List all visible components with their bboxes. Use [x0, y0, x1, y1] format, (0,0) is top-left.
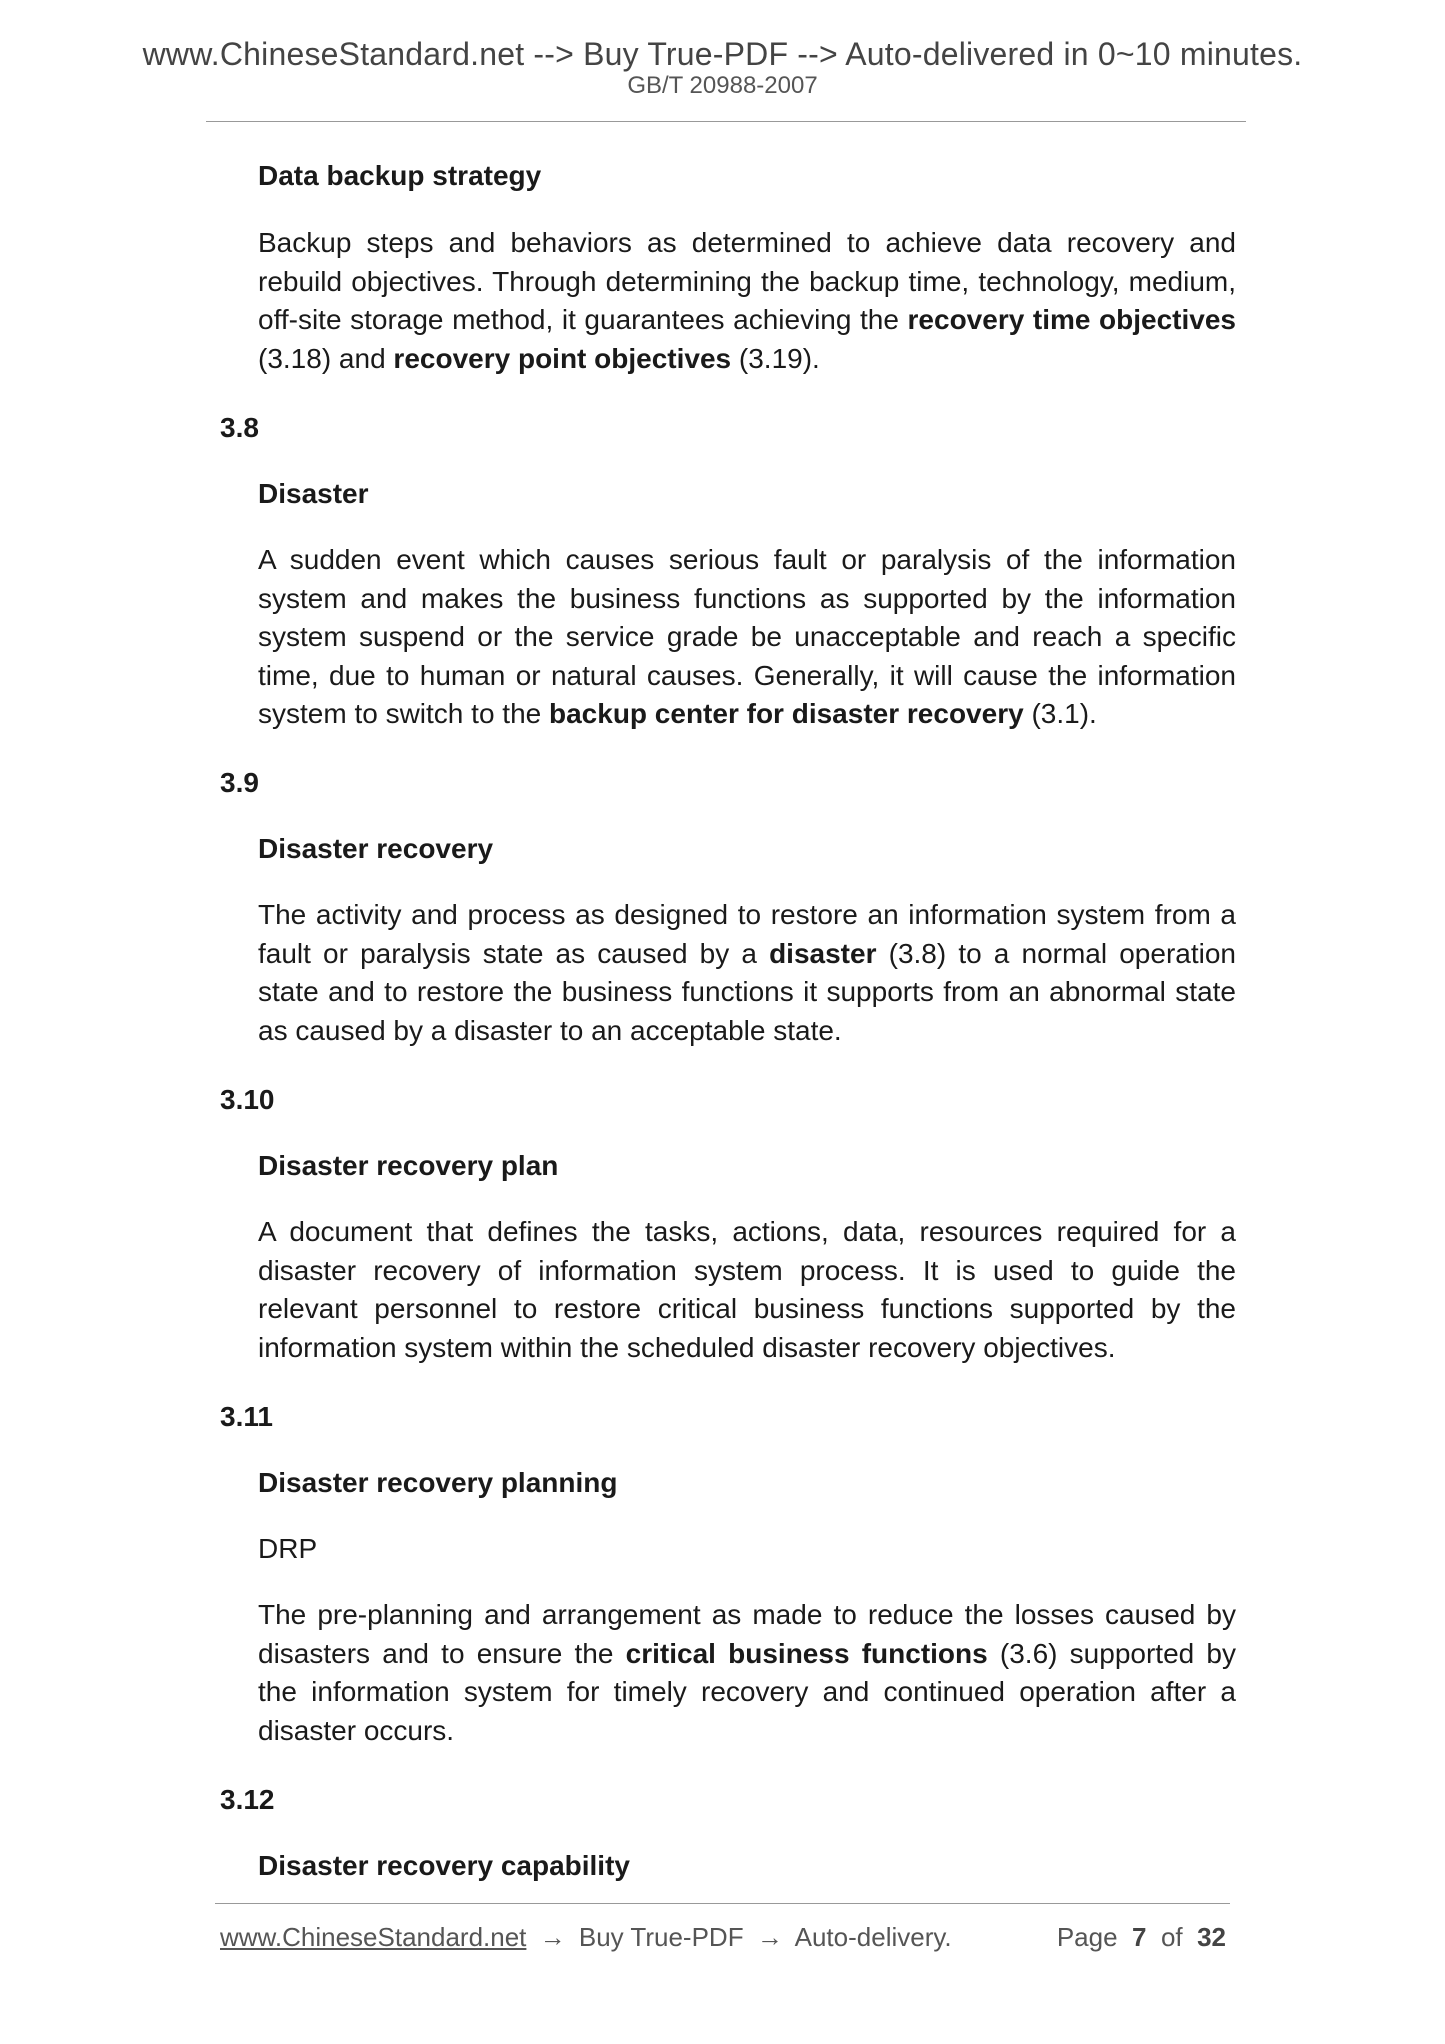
term-number: 3.12 — [220, 1784, 275, 1815]
total-pages: 32 — [1197, 1922, 1226, 1952]
term-number: 3.11 — [220, 1401, 273, 1432]
site-banner: www.ChineseStandard.net --> Buy True-PDF --> Auto-delivered in 0~10 minutes. — [142, 36, 1303, 72]
arrow-right-icon: → — [539, 1922, 566, 1952]
term-title: Disaster recovery capability — [258, 1850, 630, 1881]
term-title: Disaster recovery — [258, 833, 494, 864]
page-label: Page — [1056, 1922, 1118, 1952]
term-title: Disaster recovery planning — [258, 1467, 618, 1498]
page-footer — [220, 1924, 1226, 1950]
term-number: 3.10 — [220, 1084, 275, 1115]
footer-divider — [215, 1903, 1230, 1904]
term-title: Disaster recovery plan — [258, 1150, 559, 1181]
term-number: 3.8 — [220, 412, 259, 443]
term-definition: The activity and process as designed to restore an information system from a fault or paralysis state as caused by a disaster (3.8) to a normal operation state and to restore the business functions it supports from an abnormal state as caused by a disaster to an acceptable state. — [258, 899, 1236, 1046]
term-title: Data backup strategy — [258, 160, 542, 191]
page-indicator — [1057, 1924, 1226, 1950]
term-definition: A document that defines the tasks, actions, data, resources required for a disaster recovery of information system process. It is used to guide the relevant personnel to restore critical business functions supported by the information system within the scheduled disaster recovery objectives. — [258, 1216, 1236, 1363]
term-definition: A sudden event which causes serious fault or paralysis of the information system and makes the business functions as supported by the information system suspend or the service grade be unacceptable and reach a specific time, due to human or natural causes. Generally, it will cause the information system to switch to the backup center for disaster recovery (3.1). — [258, 544, 1236, 729]
term-definition: The pre-planning and arrangement as made to reduce the losses caused by disasters and to ensure the critical business functions (3.6) supported by the information system for timely recovery and continued operation after a disaster occurs. — [258, 1599, 1236, 1746]
header-divider — [206, 121, 1246, 122]
arrow-right-icon: → — [756, 1922, 783, 1952]
term-abbreviation: DRP — [258, 1533, 318, 1564]
footer-delivery-text: Auto-delivery. — [794, 1922, 952, 1952]
footer-buy-text: Buy True-PDF — [578, 1922, 744, 1952]
page-number: 7 — [1132, 1922, 1147, 1952]
standard-code: GB/T 20988-2007 — [627, 72, 818, 99]
term-number: 3.9 — [220, 767, 259, 798]
of-label: of — [1160, 1922, 1183, 1952]
term-title: Disaster — [258, 478, 369, 509]
term-definition: Backup steps and behaviors as determined to achieve data recovery and rebuild objectives. Through determining the backup time, technology, medium, off-site storage method, it guarantees achieving the recovery time objectives (3.18) and recovery point objectives (3.19). — [258, 227, 1236, 374]
footer-site-link[interactable]: www.ChineseStandard.net — [220, 1922, 527, 1952]
